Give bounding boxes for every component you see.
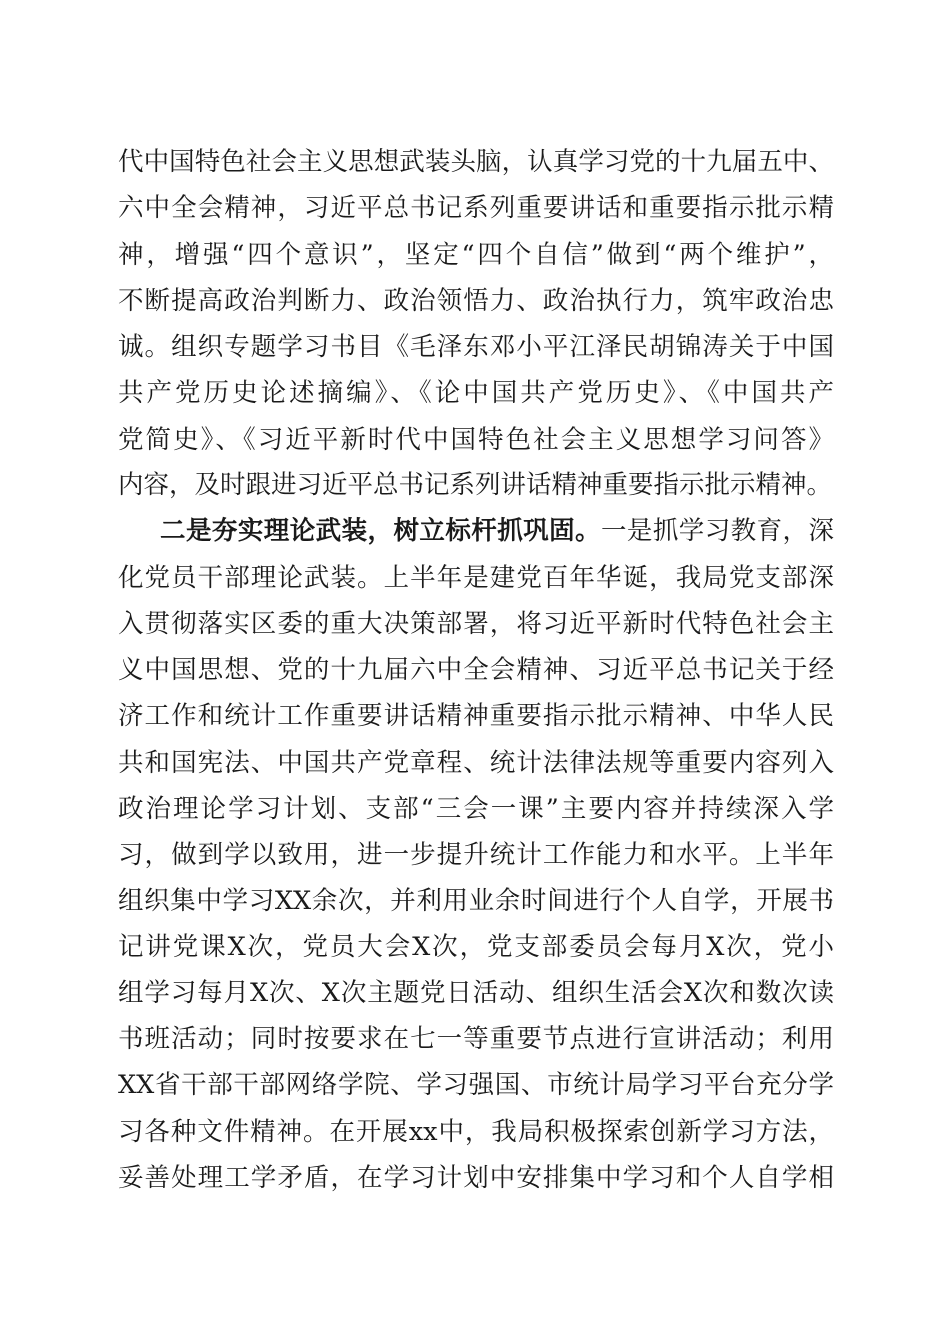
text-line: 诚。组织专题学习书目《毛泽东邓小平江泽民胡锦涛关于中国 xyxy=(118,332,834,362)
text-line: 入贯彻落实区委的重大决策部署，将习近平新时代特色社会主 xyxy=(118,609,834,639)
text-line: 济工作和统计工作重要讲话精神重要指示批示精神、中华人民 xyxy=(118,701,834,731)
text-line: 神，增强“四个意识”，坚定“四个自信”做到“两个维护”， xyxy=(118,240,834,270)
text-line: 习，做到学以致用，进一步提升统计工作能力和水平。上半年 xyxy=(118,840,834,870)
text-line: 化党员干部理论武装。上半年是建党百年华诞，我局党支部深 xyxy=(118,563,834,593)
text-line: 组织集中学习XX余次，并利用业余时间进行个人自学，开展书 xyxy=(118,886,834,916)
text-line: 六中全会精神，习近平总书记系列重要讲话和重要指示批示精 xyxy=(118,193,834,223)
text-line: 组学习每月X次、X次主题党日活动、组织生活会X次和数次读 xyxy=(118,978,834,1008)
text-line: 党简史》、《习近平新时代中国特色社会主义思想学习问答》 xyxy=(118,425,834,455)
text-line: 共产党历史论述摘编》、《论中国共产党历史》、《中国共产 xyxy=(118,378,834,408)
paragraph-first-line xyxy=(160,509,834,553)
text-line: 内容，及时跟进习近平总书记系列讲话精神重要指示批示精神。 xyxy=(118,470,833,500)
text-line: 共和国宪法、中国共产党章程、统计法律法规等重要内容列入 xyxy=(118,748,834,778)
text-line: XX省干部干部网络学院、学习强国、市统计局学习平台充分学 xyxy=(118,1070,834,1100)
text-line: 书班活动；同时按要求在七一等重要节点进行宣讲活动；利用 xyxy=(118,1024,834,1054)
text-line: 政治理论学习计划、支部“三会一课”主要内容并持续深入学 xyxy=(118,794,834,824)
text-line: 记讲党课X次，党员大会X次，党支部委员会每月X次，党小 xyxy=(118,932,834,962)
text-line: 习各种文件精神。在开展xx中，我局积极探索创新学习方法， xyxy=(118,1117,834,1147)
text-line: 代中国特色社会主义思想武装头脑，认真学习党的十九届五中、 xyxy=(118,147,834,177)
text-line: 义中国思想、党的十九届六中全会精神、习近平总书记关于经 xyxy=(118,655,834,685)
section-heading: 二是夯实理论武装，树立标杆抓巩固。 xyxy=(160,516,601,546)
text-line: 妥善处理工学矛盾，在学习计划中安排集中学习和个人自学相 xyxy=(118,1163,834,1193)
text-line: 不断提高政治判断力、政治领悟力、政治执行力，筑牢政治忠 xyxy=(118,286,834,316)
first-line-rest: 一是抓学习教育，深 xyxy=(600,516,834,546)
